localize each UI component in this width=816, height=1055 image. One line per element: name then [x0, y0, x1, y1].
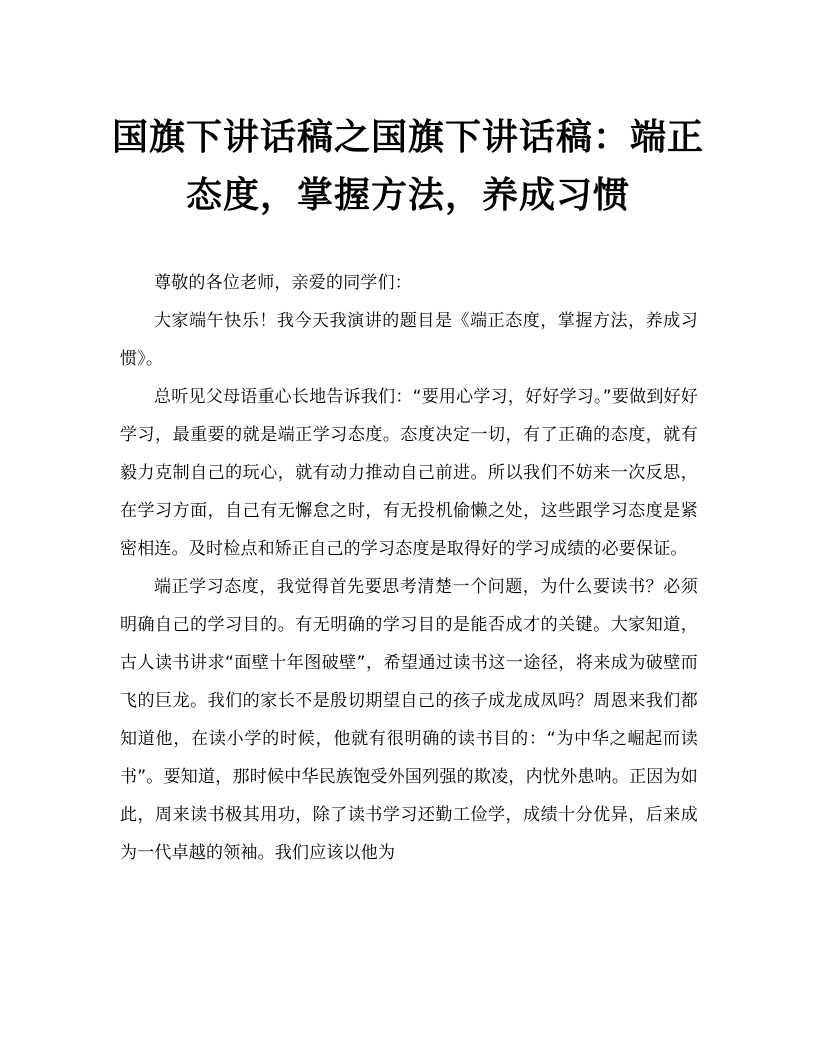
document-body: [120, 264, 698, 872]
document-title: 国旗下讲话稿之国旗下讲话稿：端正态度，掌握方法，养成习惯: [111, 116, 704, 216]
paragraph-greeting: 大家端午快乐！我今天我演讲的题目是《端正态度，掌握方法，养成习惯》。: [120, 311, 698, 369]
paragraph-salutation: 尊敬的各位老师，亲爱的同学们：: [154, 273, 412, 293]
paragraph-purpose: 端正学习态度，我觉得首先要思考清楚一个问题，为什么要读书？必须明确自己的学习目的。有无明确的学习目的是能否成才的关键。大家知道，古人读书讲求“面壁十年图破壁”，希望通过读书这一途径，将来成为破壁而飞的巨龙。我们的家长不是殷切期望自己的孩子成龙成凤吗？周恩来我们都知道他，在读小学的时候，他就有很明确的读书目的：“为中华之崛起而读书”。要知道，那时候中华民族饱受外国列强的欺凌，内忧外患呐。正因为如此，周来读书极其用功，除了读书学习还勤工俭学，成绩十分优异，后来成为一代卓越的领袖。我们应该以他为: [120, 577, 698, 863]
paragraph-attitude: 总听见父母语重心长地告诉我们：“要用心学习，好好学习。”要做到好好学习，最重要的就是端正学习态度。态度决定一切，有了正确的态度，就有毅力克制自己的玩心，就有动力推动自己前进。所以我们不妨来一次反思，在学习方面，自己有无懈怠之时，有无投机偷懒之处，这些跟学习态度是紧密相连。及时检点和矫正自己的学习态度是取得好的学习成绩的必要保证。: [120, 387, 698, 559]
